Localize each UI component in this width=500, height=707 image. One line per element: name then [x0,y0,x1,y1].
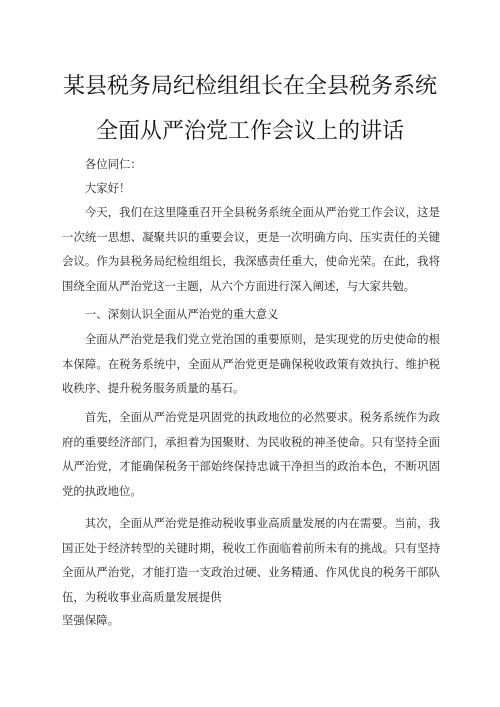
salutation: 各位同仁： [84,157,142,171]
section-heading-1: 一、深刻认识全面从严治党的重大意义 [84,307,279,321]
intro-paragraph: 今天，我们在这里隆重召开全县税务系统全面从严治党工作会议，这是一次统一思想、凝聚共识的重要会议，更是一次明确方向、压实责任的关键会议。作为县税务局纪检组组长，我深感责任重大，使命光荣。在此，我将围绕全面从严治党这一主题，从六个方面进行深入阐述，与大家共勉。 [62,205,440,293]
body-paragraph-1: 全面从严治党是我们党立党治国的重要原则，是实现党的历史使命的根本保障。在税务系统中，全面从严治党更是确保税收政策有效执行、维护税收秩序、提升税务服务质量的基石。 [62,332,440,395]
document-title-line-1: 某县税务局纪检组组长在全县税务系统 [62,74,437,99]
document-title-line-2: 全面从严治党工作会议上的讲话 [95,119,404,144]
greeting-line: 大家好！ [84,181,131,195]
body-paragraph-3: 其次，全面从严治党是推动税收事业高质量发展的内在需要。当前，我国正处于经济转型的关键时期，税收工作面临着前所未有的挑战。只有坚持全面从严治党，才能打造一支政治过硬、业务精通、作风优良的税务干部队伍，为税收事业高质量发展提供 [62,516,440,604]
body-paragraph-2: 首先，全面从严治党是巩固党的执政地位的必然要求。税务系统作为政府的重要经济部门，承担着为国聚财、为民收税的神圣使命。只有坚持全面从严治党，才能确保税务干部始终保持忠诚干净担当的政治本色，不断巩固党的执政地位。 [62,410,440,498]
body-paragraph-3-tail: 坚强保障。 [62,613,119,627]
